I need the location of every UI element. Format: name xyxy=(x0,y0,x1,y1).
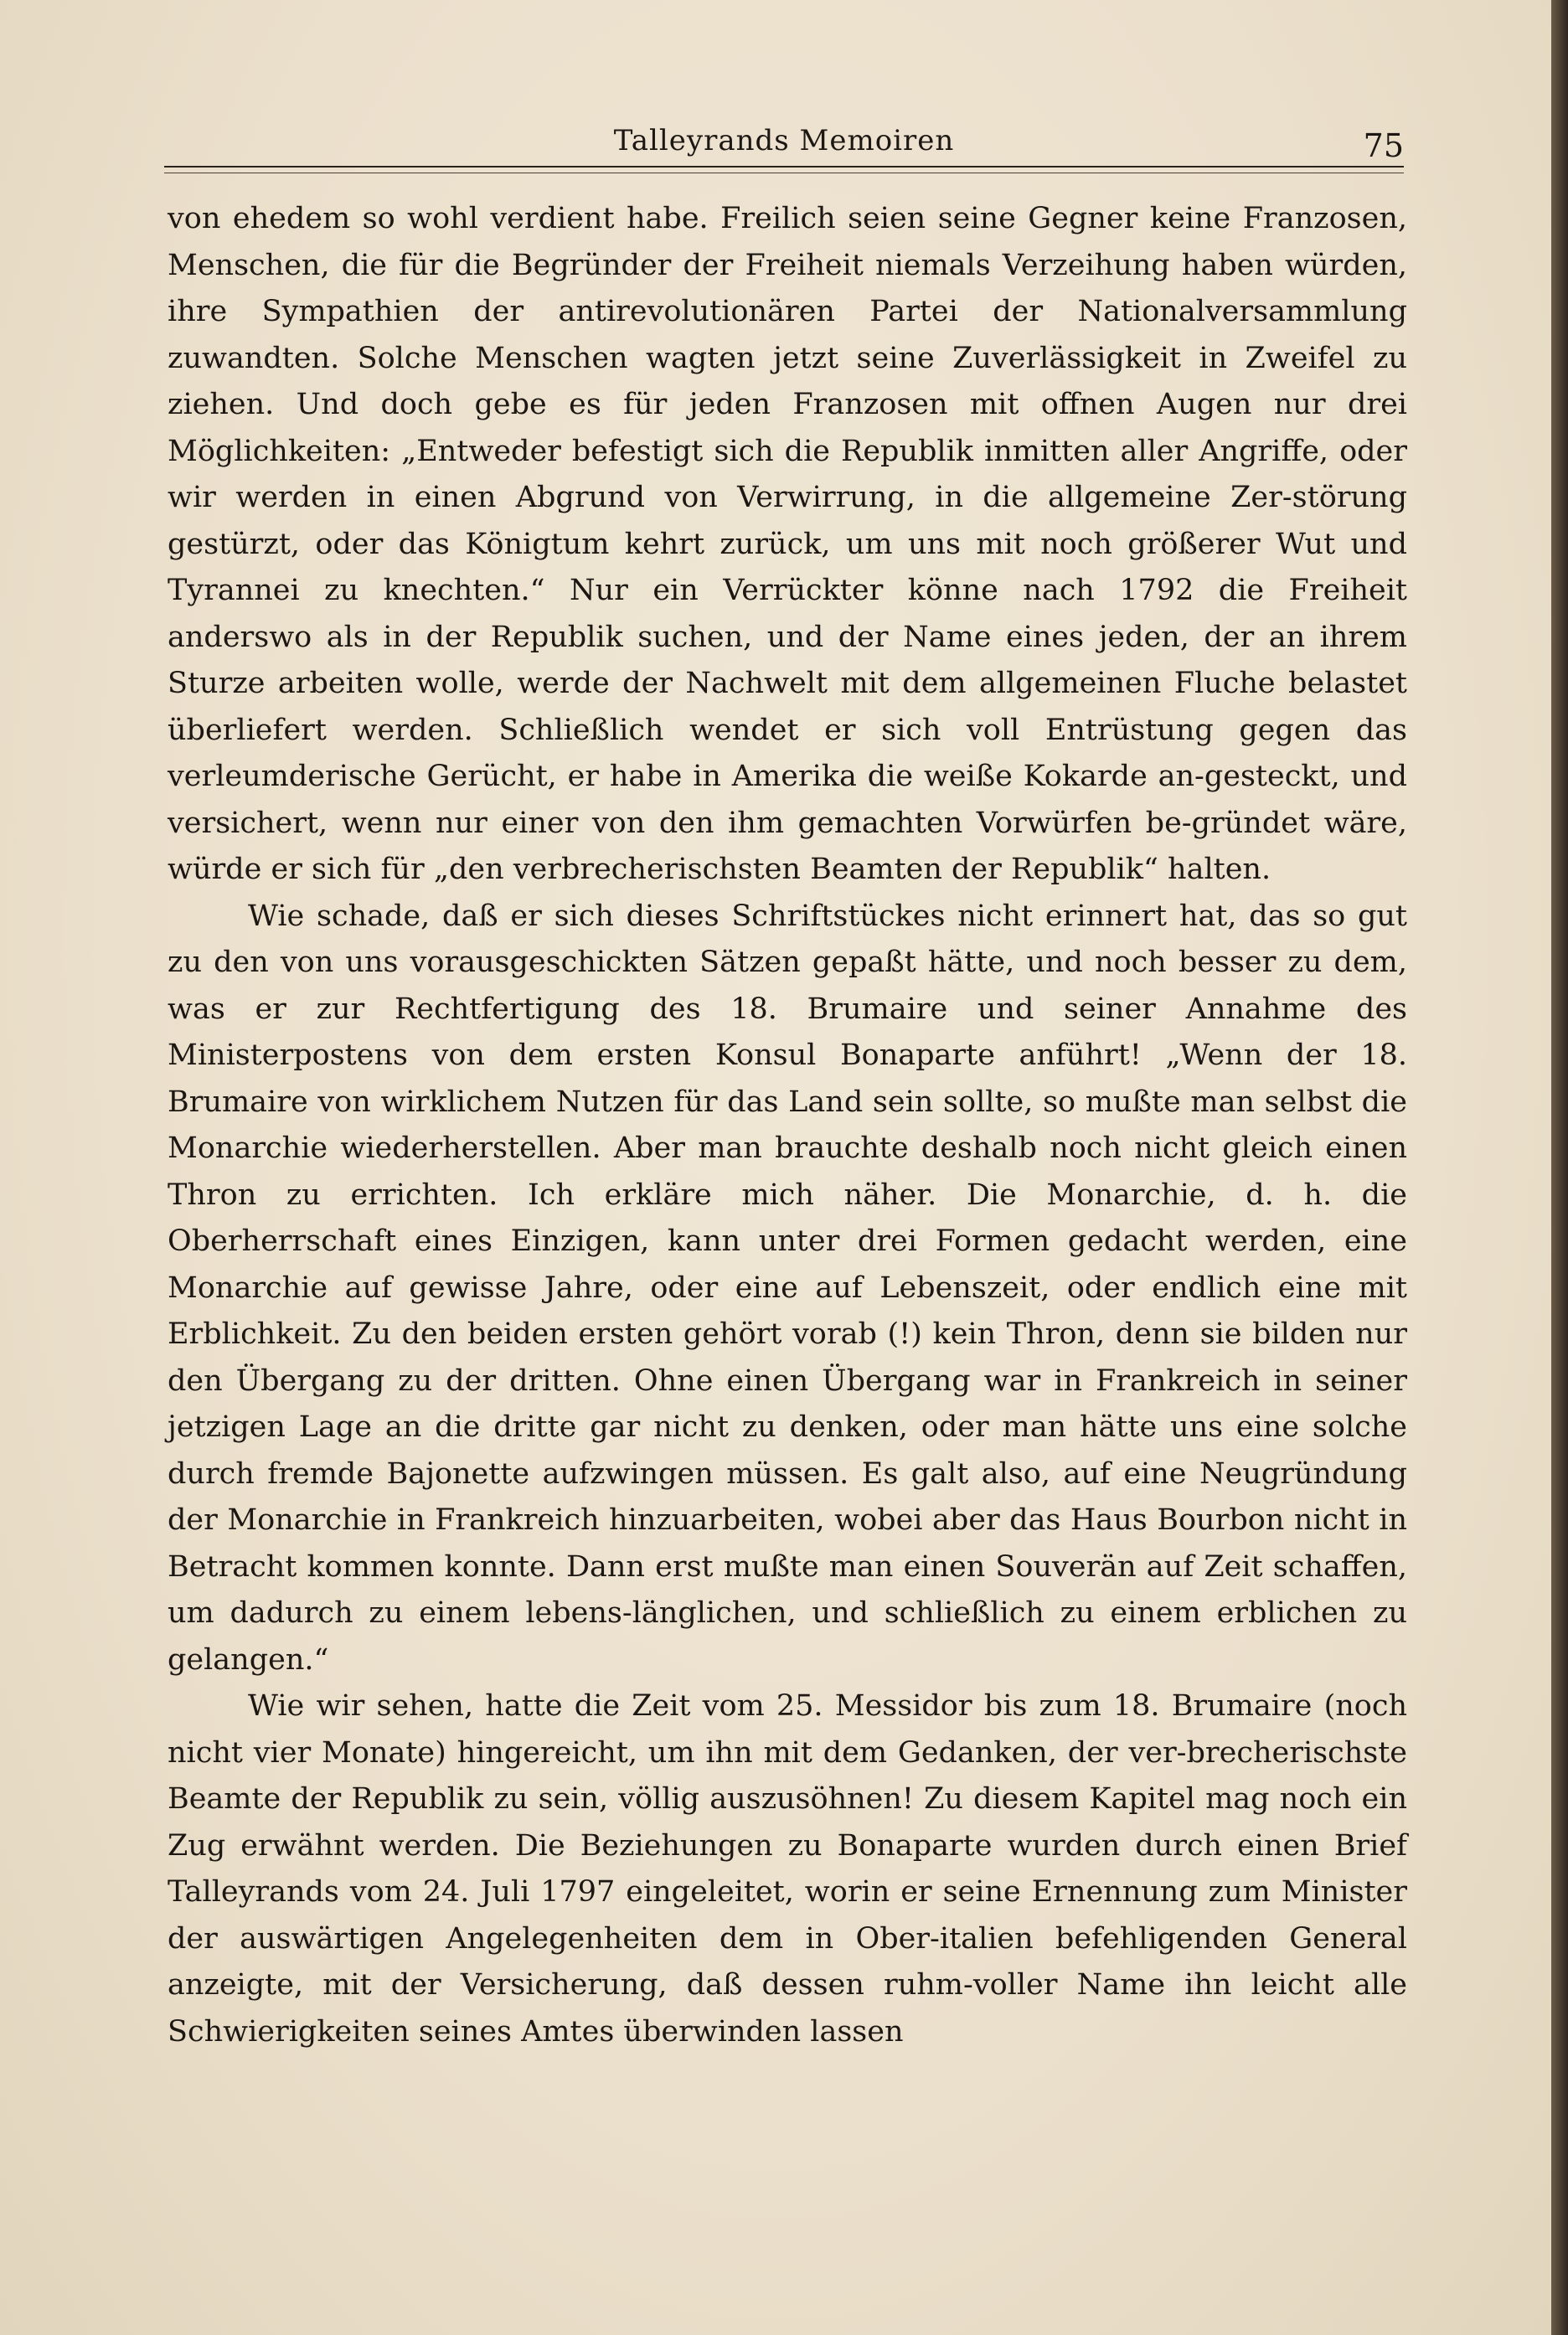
body-text xyxy=(168,196,1407,2055)
header-rule xyxy=(164,166,1404,168)
paragraph-1: von ehedem so wohl verdient habe. Freilich seien seine Gegner keine Franzosen, Menschen, die für die Begründer der Freiheit niemals Verzeihung haben würden, ihre Sympathien der antirevolutionären Partei der Nationalversammlung zuwandten. Solche Menschen wagten jetzt seine Zuverlässigkeit in Zweifel zu ziehen. Und doch gebe es für jeden Franzosen mit offnen Augen nur drei Möglichkeiten: „Entweder befestigt sich die Republik inmitten aller Angriffe, oder wir werden in einen Abgrund von Verwirrung, in die allgemeine Zer‐störung gestürzt, oder das Königtum kehrt zurück, um uns mit noch größerer Wut und Tyrannei zu knechten.“ Nur ein Verrückter könne nach 1792 die Freiheit anderswo als in der Republik suchen, und der Name eines jeden, der an ihrem Sturze arbeiten wolle, werde der Nachwelt mit dem allgemeinen Fluche belastet überliefert werden. Schließlich wendet er sich voll Entrüstung gegen das verleumderische Gerücht, er habe in Amerika die weiße Kokarde an‐gesteckt, und versichert, wenn nur einer von den ihm gemachten Vorwürfen be‐gründet wäre, würde er sich für „den verbrecherischsten Beamten der Republik“ halten. xyxy=(168,202,1407,886)
running-title: Talleyrands Memoiren xyxy=(613,124,955,157)
paragraph-3: Wie wir sehen, hatte die Zeit vom 25. Messidor bis zum 18. Brumaire (noch nicht vier Monate) hingereicht, um ihn mit dem Gedanken, der ver‐brecherischste Beamte der Republik zu sein, völlig auszusöhnen! Zu diesem Kapitel mag noch ein Zug erwähnt werden. Die Beziehungen zu Bonaparte wurden durch einen Brief Talleyrands vom 24. Juli 1797 eingeleitet, worin er seine Ernennung zum Minister der auswärtigen Angelegenheiten dem in Ober‐italien befehligenden General anzeigte, mit der Versicherung, daß dessen ruhm‐voller Name ihn leicht alle Schwierigkeiten seines Amtes überwinden lassen xyxy=(168,1689,1407,2049)
page-header xyxy=(164,117,1404,168)
paragraph-2: Wie schade, daß er sich dieses Schriftstückes nicht erinnert hat, das so gut zu den von uns vorausgeschickten Sätzen gepaßt hätte, und noch besser zu dem, was er zur Rechtfertigung des 18. Brumaire und seiner Annahme des Ministerpostens von dem ersten Konsul Bonaparte anführt! „Wenn der 18. Brumaire von wirklichem Nutzen für das Land sein sollte, so mußte man selbst die Monarchie wiederherstellen. Aber man brauchte deshalb noch nicht gleich einen Thron zu errichten. Ich erkläre mich näher. Die Monarchie, d. h. die Oberherrschaft eines Einzigen, kann unter drei Formen gedacht werden, eine Monarchie auf gewisse Jahre, oder eine auf Lebenszeit, oder endlich eine mit Erblichkeit. Zu den beiden ersten gehört vorab (!) kein Thron, denn sie bilden nur den Übergang zu der dritten. Ohne einen Übergang war in Frankreich in seiner jetzigen Lage an die dritte gar nicht zu denken, oder man hätte uns eine solche durch fremde Bajonette aufzwingen müssen. Es galt also, auf eine Neugründung der Monarchie in Frankreich hinzuarbeiten, wobei aber das Haus Bourbon nicht in Betracht kommen konnte. Dann erst mußte man einen Souverän auf Zeit schaffen, um dadurch zu einem lebens‐länglichen, und schließlich zu einem erblichen zu gelangen.“ xyxy=(168,899,1407,1677)
page-edge xyxy=(1551,0,1568,2335)
page-number: 75 xyxy=(1363,127,1404,164)
